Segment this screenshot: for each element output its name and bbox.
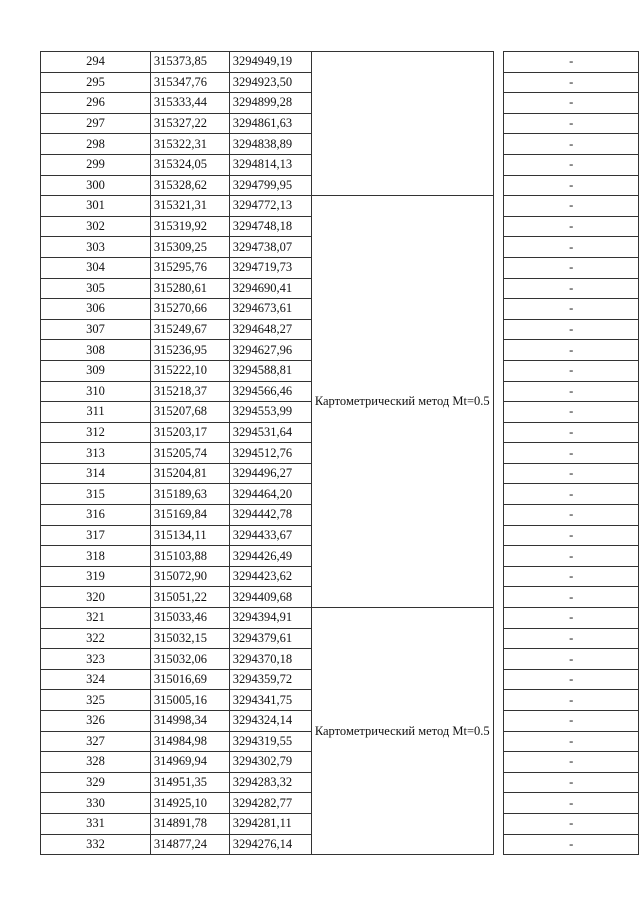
x-coordinate-cell: 315347,76 (150, 72, 229, 93)
note-cell: - (504, 731, 639, 752)
point-number-cell: 294 (41, 52, 151, 73)
x-coordinate-cell: 314877,24 (150, 834, 229, 855)
x-coordinate-cell: 315249,67 (150, 319, 229, 340)
x-coordinate-cell: 315204,81 (150, 463, 229, 484)
point-number-cell: 322 (41, 628, 151, 649)
y-coordinate-cell: 3294426,49 (229, 546, 311, 567)
point-number-cell: 316 (41, 505, 151, 526)
column-gap (493, 154, 504, 175)
column-gap (493, 196, 504, 217)
table-row (41, 196, 639, 217)
table-row (41, 608, 639, 629)
point-number-cell: 328 (41, 752, 151, 773)
y-coordinate-cell: 3294553,99 (229, 402, 311, 423)
note-cell: - (504, 772, 639, 793)
x-coordinate-cell: 315005,16 (150, 690, 229, 711)
column-gap (493, 834, 504, 855)
point-number-cell: 304 (41, 257, 151, 278)
column-gap (493, 237, 504, 258)
note-cell: - (504, 711, 639, 732)
y-coordinate-cell: 3294949,19 (229, 52, 311, 73)
x-coordinate-cell: 315280,61 (150, 278, 229, 299)
point-number-cell: 329 (41, 772, 151, 793)
column-gap (493, 731, 504, 752)
x-coordinate-cell: 315051,22 (150, 587, 229, 608)
y-coordinate-cell: 3294748,18 (229, 216, 311, 237)
note-cell: - (504, 690, 639, 711)
x-coordinate-cell: 315207,68 (150, 402, 229, 423)
note-cell: - (504, 793, 639, 814)
y-coordinate-cell: 3294861,63 (229, 113, 311, 134)
column-gap (493, 257, 504, 278)
column-gap (493, 566, 504, 587)
x-coordinate-cell: 315236,95 (150, 340, 229, 361)
y-coordinate-cell: 3294359,72 (229, 669, 311, 690)
y-coordinate-cell: 3294370,18 (229, 649, 311, 670)
note-cell: - (504, 154, 639, 175)
point-number-cell: 323 (41, 649, 151, 670)
point-number-cell: 295 (41, 72, 151, 93)
y-coordinate-cell: 3294283,32 (229, 772, 311, 793)
column-gap (493, 813, 504, 834)
method-cell: Картометрический метод Mt=0.5 (311, 196, 493, 608)
note-cell: - (504, 813, 639, 834)
x-coordinate-cell: 314951,35 (150, 772, 229, 793)
x-coordinate-cell: 315134,11 (150, 525, 229, 546)
x-coordinate-cell: 314925,10 (150, 793, 229, 814)
note-cell: - (504, 752, 639, 773)
point-number-cell: 311 (41, 402, 151, 423)
note-cell: - (504, 608, 639, 629)
point-number-cell: 299 (41, 154, 151, 175)
y-coordinate-cell: 3294673,61 (229, 299, 311, 320)
column-gap (493, 52, 504, 73)
note-cell: - (504, 402, 639, 423)
note-cell: - (504, 237, 639, 258)
column-gap (493, 299, 504, 320)
y-coordinate-cell: 3294319,55 (229, 731, 311, 752)
point-number-cell: 312 (41, 422, 151, 443)
note-cell: - (504, 525, 639, 546)
y-coordinate-cell: 3294814,13 (229, 154, 311, 175)
y-coordinate-cell: 3294423,62 (229, 566, 311, 587)
y-coordinate-cell: 3294799,95 (229, 175, 311, 196)
column-gap (493, 175, 504, 196)
x-coordinate-cell: 315103,88 (150, 546, 229, 567)
y-coordinate-cell: 3294409,68 (229, 587, 311, 608)
y-coordinate-cell: 3294690,41 (229, 278, 311, 299)
column-gap (493, 793, 504, 814)
table-row (41, 52, 639, 73)
point-number-cell: 327 (41, 731, 151, 752)
note-cell: - (504, 649, 639, 670)
x-coordinate-cell: 315333,44 (150, 93, 229, 114)
y-coordinate-cell: 3294394,91 (229, 608, 311, 629)
point-number-cell: 307 (41, 319, 151, 340)
column-gap (493, 649, 504, 670)
column-gap (493, 546, 504, 567)
x-coordinate-cell: 315072,90 (150, 566, 229, 587)
y-coordinate-cell: 3294838,89 (229, 134, 311, 155)
note-cell: - (504, 360, 639, 381)
x-coordinate-cell: 315032,06 (150, 649, 229, 670)
note-cell: - (504, 463, 639, 484)
x-coordinate-cell: 315169,84 (150, 505, 229, 526)
note-cell: - (504, 546, 639, 567)
column-gap (493, 587, 504, 608)
note-cell: - (504, 257, 639, 278)
point-number-cell: 297 (41, 113, 151, 134)
x-coordinate-cell: 315309,25 (150, 237, 229, 258)
column-gap (493, 72, 504, 93)
point-number-cell: 326 (41, 711, 151, 732)
column-gap (493, 278, 504, 299)
y-coordinate-cell: 3294719,73 (229, 257, 311, 278)
column-gap (493, 113, 504, 134)
x-coordinate-cell: 315203,17 (150, 422, 229, 443)
point-number-cell: 325 (41, 690, 151, 711)
note-cell: - (504, 134, 639, 155)
x-coordinate-cell: 314969,94 (150, 752, 229, 773)
method-cell: Картометрический метод Mt=0.5 (311, 608, 493, 855)
y-coordinate-cell: 3294627,96 (229, 340, 311, 361)
x-coordinate-cell: 315222,10 (150, 360, 229, 381)
point-number-cell: 331 (41, 813, 151, 834)
x-coordinate-cell: 315322,31 (150, 134, 229, 155)
y-coordinate-cell: 3294899,28 (229, 93, 311, 114)
note-cell: - (504, 505, 639, 526)
note-cell: - (504, 216, 639, 237)
x-coordinate-cell: 315328,62 (150, 175, 229, 196)
point-number-cell: 296 (41, 93, 151, 114)
note-cell: - (504, 443, 639, 464)
note-cell: - (504, 422, 639, 443)
y-coordinate-cell: 3294531,64 (229, 422, 311, 443)
x-coordinate-cell: 314998,34 (150, 711, 229, 732)
note-cell: - (504, 484, 639, 505)
point-number-cell: 330 (41, 793, 151, 814)
point-number-cell: 305 (41, 278, 151, 299)
note-cell: - (504, 113, 639, 134)
y-coordinate-cell: 3294464,20 (229, 484, 311, 505)
note-cell: - (504, 669, 639, 690)
column-gap (493, 216, 504, 237)
column-gap (493, 772, 504, 793)
x-coordinate-cell: 315218,37 (150, 381, 229, 402)
point-number-cell: 321 (41, 608, 151, 629)
y-coordinate-cell: 3294281,11 (229, 813, 311, 834)
coordinates-table (40, 51, 639, 855)
y-coordinate-cell: 3294923,50 (229, 72, 311, 93)
note-cell: - (504, 52, 639, 73)
point-number-cell: 303 (41, 237, 151, 258)
point-number-cell: 314 (41, 463, 151, 484)
point-number-cell: 300 (41, 175, 151, 196)
point-number-cell: 309 (41, 360, 151, 381)
y-coordinate-cell: 3294512,76 (229, 443, 311, 464)
y-coordinate-cell: 3294772,13 (229, 196, 311, 217)
column-gap (493, 422, 504, 443)
note-cell: - (504, 175, 639, 196)
coordinates-table-body (41, 52, 639, 855)
column-gap (493, 484, 504, 505)
y-coordinate-cell: 3294496,27 (229, 463, 311, 484)
column-gap (493, 690, 504, 711)
y-coordinate-cell: 3294442,78 (229, 505, 311, 526)
point-number-cell: 298 (41, 134, 151, 155)
point-number-cell: 315 (41, 484, 151, 505)
point-number-cell: 319 (41, 566, 151, 587)
column-gap (493, 669, 504, 690)
column-gap (493, 443, 504, 464)
note-cell: - (504, 278, 639, 299)
column-gap (493, 463, 504, 484)
y-coordinate-cell: 3294588,81 (229, 360, 311, 381)
x-coordinate-cell: 315295,76 (150, 257, 229, 278)
point-number-cell: 302 (41, 216, 151, 237)
y-coordinate-cell: 3294324,14 (229, 711, 311, 732)
note-cell: - (504, 587, 639, 608)
x-coordinate-cell: 314891,78 (150, 813, 229, 834)
y-coordinate-cell: 3294302,79 (229, 752, 311, 773)
point-number-cell: 313 (41, 443, 151, 464)
x-coordinate-cell: 315033,46 (150, 608, 229, 629)
point-number-cell: 324 (41, 669, 151, 690)
x-coordinate-cell: 315321,31 (150, 196, 229, 217)
point-number-cell: 317 (41, 525, 151, 546)
column-gap (493, 93, 504, 114)
note-cell: - (504, 319, 639, 340)
method-cell (311, 52, 493, 196)
point-number-cell: 310 (41, 381, 151, 402)
x-coordinate-cell: 315205,74 (150, 443, 229, 464)
column-gap (493, 319, 504, 340)
note-cell: - (504, 834, 639, 855)
column-gap (493, 525, 504, 546)
y-coordinate-cell: 3294341,75 (229, 690, 311, 711)
point-number-cell: 301 (41, 196, 151, 217)
column-gap (493, 752, 504, 773)
y-coordinate-cell: 3294282,77 (229, 793, 311, 814)
point-number-cell: 318 (41, 546, 151, 567)
column-gap (493, 402, 504, 423)
note-cell: - (504, 340, 639, 361)
y-coordinate-cell: 3294648,27 (229, 319, 311, 340)
column-gap (493, 711, 504, 732)
note-cell: - (504, 628, 639, 649)
x-coordinate-cell: 315189,63 (150, 484, 229, 505)
column-gap (493, 608, 504, 629)
column-gap (493, 360, 504, 381)
point-number-cell: 306 (41, 299, 151, 320)
column-gap (493, 505, 504, 526)
y-coordinate-cell: 3294276,14 (229, 834, 311, 855)
point-number-cell: 320 (41, 587, 151, 608)
note-cell: - (504, 93, 639, 114)
y-coordinate-cell: 3294738,07 (229, 237, 311, 258)
note-cell: - (504, 299, 639, 320)
column-gap (493, 381, 504, 402)
x-coordinate-cell: 315032,15 (150, 628, 229, 649)
x-coordinate-cell: 315373,85 (150, 52, 229, 73)
x-coordinate-cell: 315270,66 (150, 299, 229, 320)
y-coordinate-cell: 3294566,46 (229, 381, 311, 402)
x-coordinate-cell: 315324,05 (150, 154, 229, 175)
x-coordinate-cell: 315319,92 (150, 216, 229, 237)
note-cell: - (504, 72, 639, 93)
point-number-cell: 332 (41, 834, 151, 855)
column-gap (493, 340, 504, 361)
x-coordinate-cell: 315327,22 (150, 113, 229, 134)
x-coordinate-cell: 314984,98 (150, 731, 229, 752)
y-coordinate-cell: 3294433,67 (229, 525, 311, 546)
note-cell: - (504, 196, 639, 217)
note-cell: - (504, 566, 639, 587)
note-cell: - (504, 381, 639, 402)
x-coordinate-cell: 315016,69 (150, 669, 229, 690)
point-number-cell: 308 (41, 340, 151, 361)
column-gap (493, 134, 504, 155)
y-coordinate-cell: 3294379,61 (229, 628, 311, 649)
column-gap (493, 628, 504, 649)
